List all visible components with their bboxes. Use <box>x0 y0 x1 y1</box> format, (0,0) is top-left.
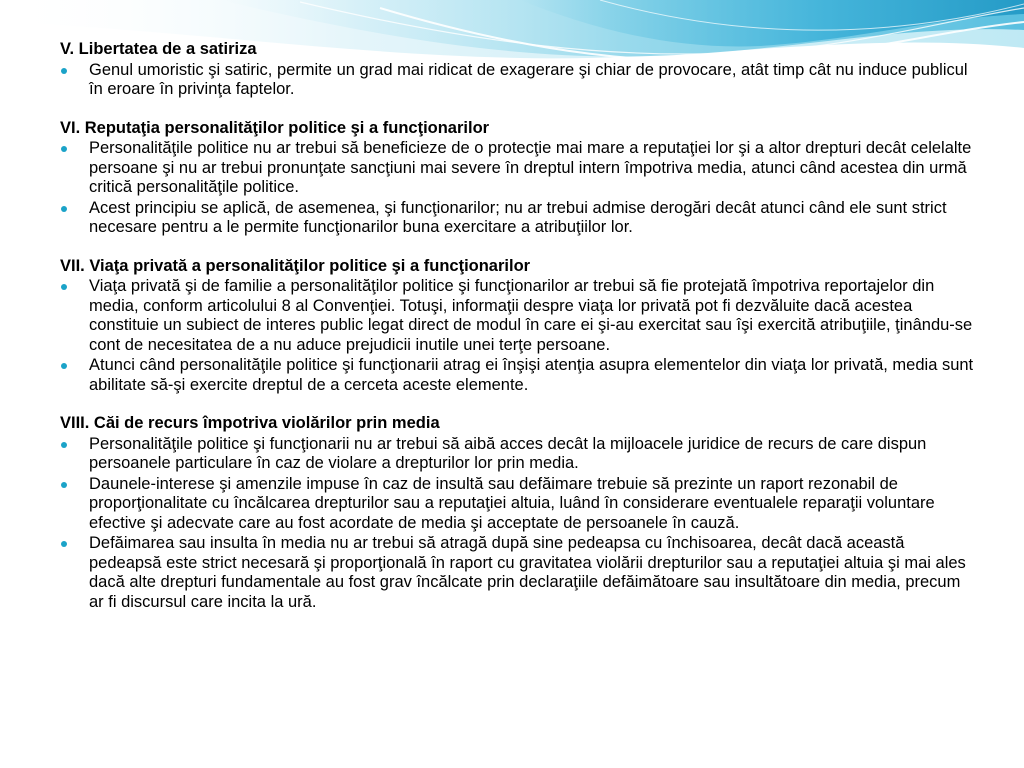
bullet-list <box>60 61 975 100</box>
bullet-item <box>60 475 975 534</box>
bullet-text: Genul umoristic şi satiric, permite un grad mai ridicat de exagerare şi chiar de provocare, atât timp cât nu induce publicul în eroare în privinţa faptelor. <box>89 60 968 98</box>
section-heading: VI. Reputaţia personalităţilor politice şi a funcţionarilor <box>60 118 490 137</box>
bullet-dot-icon <box>61 146 67 152</box>
section-heading: V. Libertatea de a satiriza <box>60 40 257 58</box>
bullet-item <box>60 199 975 238</box>
bullet-text: Defăimarea sau insulta în media nu ar trebui să atragă după sine pedeapsa cu închisoarea, decât dacă această pedeapsă este strict necesară şi proporţională în raport cu gravitatea violării drepturilor sau a reputaţiei altuia şi mai ales dacă alte drepturi fundamentale au fost grav încălcate prin declaraţiile defăimătoare sau insultătoare din media, precum ar fi discursul care incita la ură. <box>89 534 966 611</box>
slide-content <box>60 40 975 631</box>
bullet-item <box>60 435 975 474</box>
bullet-item <box>60 277 975 355</box>
bullet-text: Viaţa privată şi de familie a personalităţilor politice şi funcţionarilor ar trebui să fie protejată împotriva reportajelor din media, conform articolului 8 al Convenţiei. Totuşi, informaţii despre viaţa lor privată pot fi dezvăluite dacă acestea constituie un subiect de interes public legat direct de modul în care ei şi-au exercitat sau îşi exercită atribuţiile, ţinându-se cont de necesitatea de a nu aduce prejudicii inutile unei terţe persoane. <box>89 277 973 354</box>
bullet-dot-icon <box>61 442 67 448</box>
section-cai-de-recurs <box>60 414 975 612</box>
bullet-list <box>60 435 975 613</box>
section-heading: VIII. Căi de recurs împotriva violărilor prin media <box>60 414 440 432</box>
bullet-text: Personalităţile politice nu ar trebui să beneficieze de o protecţie mai mare a reputaţiei lor şi a altor drepturi decât celelalte persoane şi nu ar trebui pronunţate sancţiuni mai severe în dreptul intern împotriva media, atunci când acestea din urmă critică personalităţile politice. <box>89 139 972 196</box>
bullet-item <box>60 356 975 395</box>
bullet-text: Personalităţile politice şi funcţionarii nu ar trebui să aibă acces decât la mijloacele juridice de recurs de care dispun persoanele particulare în caz de violare a drepturilor lor prin media. <box>89 434 927 472</box>
bullet-item <box>60 139 975 198</box>
section-viata-privata <box>60 257 975 396</box>
bullet-item <box>60 534 975 612</box>
bullet-dot-icon <box>61 206 67 212</box>
section-reputatia <box>60 119 975 238</box>
bullet-dot-icon <box>61 363 67 369</box>
bullet-text: Daunele-interese şi amenzile impuse în caz de insultă sau defăimare trebuie să prezinte un raport rezonabil de proporţionalitate cu încălcarea drepturilor sau a reputaţiei altuia, luând în considerare eventualele reparaţii voluntare efective şi adecvate care au fost acordate de media şi acceptate de persoanele în cauză. <box>89 474 935 532</box>
section-libertatea-de-a-satiriza <box>60 40 975 100</box>
bullet-dot-icon <box>61 284 67 290</box>
bullet-text: Atunci când personalităţile politice şi funcţionarii atrag ei înşişi atenţia asupra elementelor din viaţa lor privată, media sunt abilitate să-şi exercite dreptul de a cerceta aceste elemente. <box>89 356 974 394</box>
bullet-text: Acest principiu se aplică, de asemenea, şi funcţionarilor; nu ar trebui admise derogări decât atunci când ele sunt strict necesare pentru a le permite funcţionarilor buna exercitare a atribuţiilor lor. <box>89 198 947 236</box>
bullet-list <box>60 277 975 395</box>
bullet-dot-icon <box>61 482 67 488</box>
section-heading: VII. Viaţa privată a personalităţilor politice şi a funcţionarilor <box>60 256 531 275</box>
bullet-dot-icon <box>61 541 67 547</box>
bullet-item <box>60 61 975 100</box>
bullet-dot-icon <box>61 68 67 74</box>
bullet-list <box>60 139 975 238</box>
